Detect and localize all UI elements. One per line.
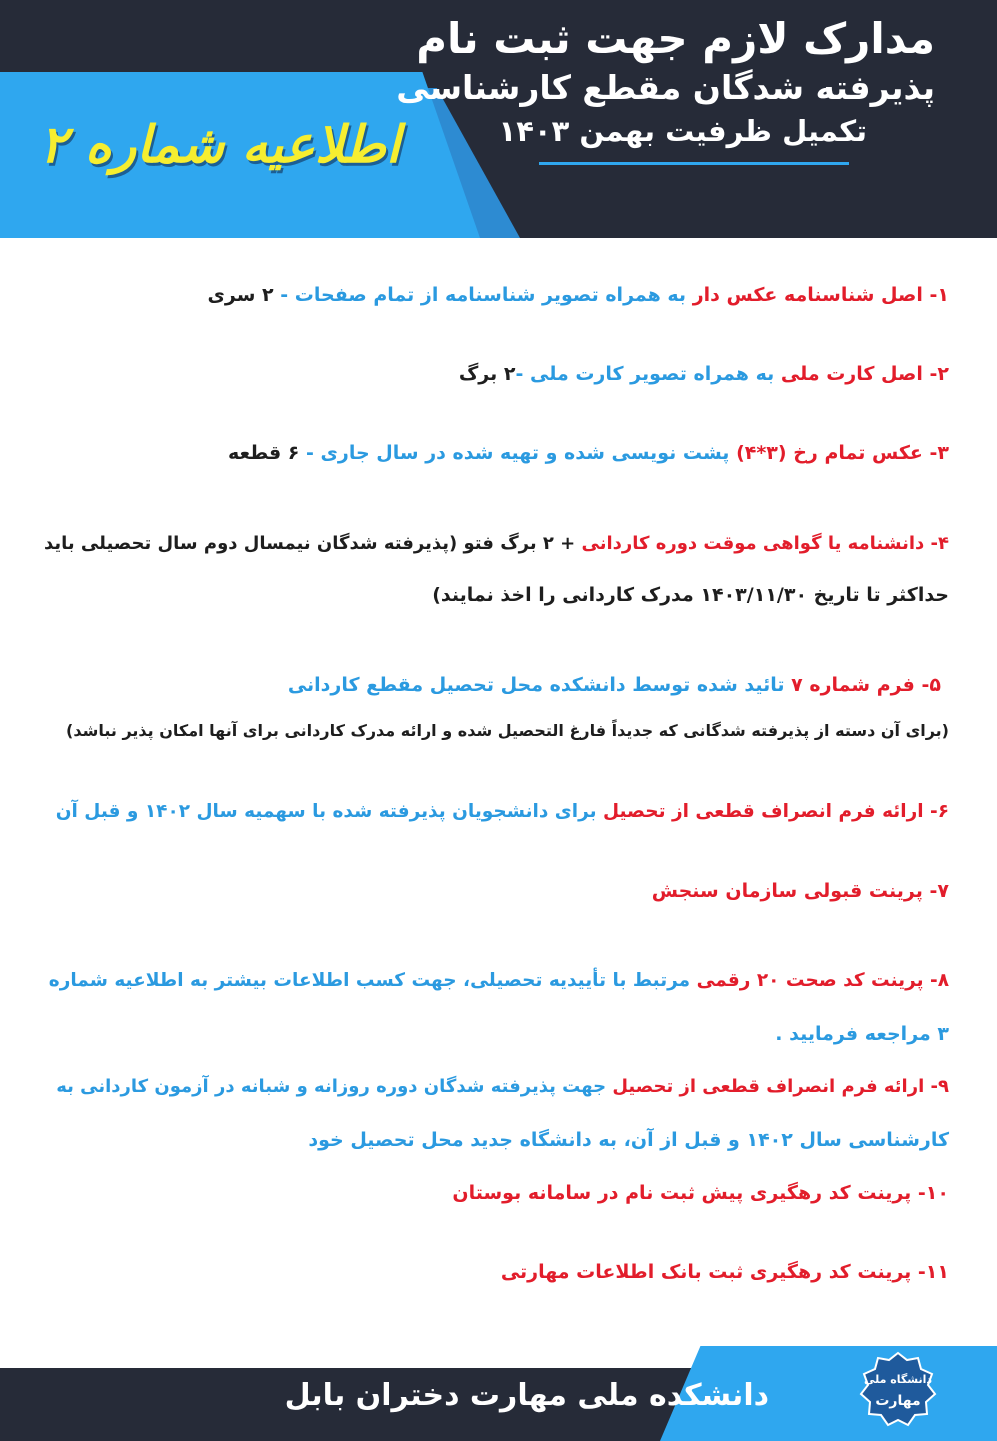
- item-8-detail-cont: ۳ مراجعه فرمایید .: [775, 1023, 949, 1045]
- item-3-main: ۳- عکس تمام رخ (۳*۴): [736, 442, 949, 464]
- item-5-detail: تائید شده توسط دانشکده محل تحصیل مقطع کاردانی: [287, 674, 792, 696]
- page-subtitle: پذیرفته شدگان مقطع کارشناسی: [396, 68, 935, 107]
- list-item-3: [228, 441, 949, 466]
- item-9-detail-cont: کارشناسی سال ۱۴۰۲ و قبل از آن، به دانشگاه جدید محل تحصیل خود: [308, 1129, 949, 1151]
- item-3-detail: پشت نویسی شده و تهیه شده در سال جاری -: [299, 442, 737, 464]
- item-2-main: ۲- اصل کارت ملی: [780, 363, 949, 385]
- item-7-main: ۷- پرینت قبولی سازمان سنجش: [651, 880, 949, 902]
- list-item-8: [49, 969, 949, 993]
- item-8-detail: مرتبط با تأییدیه تحصیلی، جهت کسب اطلاعات بیشتر به اطلاعیه شماره: [48, 970, 697, 991]
- item-6-main: ۶- ارائه فرم انصراف قطعی از تحصیل: [602, 801, 949, 822]
- item-5-main: ۵- فرم شماره ۷: [791, 674, 941, 696]
- list-item-8-cont: [775, 1022, 949, 1047]
- page-subtitle-date: تکمیل ظرفیت بهمن ۱۴۰۳: [498, 114, 867, 148]
- list-item-6: [56, 800, 949, 824]
- item-2-count: ۲ برگ: [458, 363, 516, 385]
- list-item-4: [44, 532, 949, 555]
- item-1-main: ۱- اصل شناسنامه عکس دار: [692, 284, 949, 306]
- list-item-5-note: [66, 721, 949, 742]
- item-3-count: ۶ قطعه: [227, 442, 300, 464]
- logo-text-top: دانشگاه ملی: [863, 1373, 933, 1386]
- list-item-1: [208, 283, 950, 308]
- item-10-main: ۱۰- پرینت کد رهگیری پیش ثبت نام در سامانه بوستان: [452, 1182, 949, 1204]
- page-title: مدارک لازم جهت ثبت نام: [416, 14, 935, 63]
- list-item-7: [652, 879, 949, 904]
- university-logo-icon: [858, 1350, 938, 1430]
- logo-text-bottom: مهارت: [875, 1393, 921, 1409]
- item-9-detail: جهت پذیرفته شدگان دوره روزانه و شبانه در آزمون کاردانی به: [56, 1076, 613, 1097]
- footer-org-name: دانشکده ملی مهارت دختران بابل: [284, 1378, 769, 1413]
- list-item-4-cont: [432, 583, 949, 608]
- list-item-9: [56, 1075, 949, 1098]
- item-5-note: (برای آن دسته از پذیرفته شدگانی که جدیداً فارغ التحصیل شده و ارائه مدرک کاردانی برای آنها امکان پذیر نباشد): [66, 721, 949, 740]
- item-1-detail: به همراه تصویر شناسنامه از تمام صفحات -: [273, 284, 693, 306]
- title-underline: [539, 162, 849, 165]
- list-item-5: [288, 673, 941, 698]
- item-6-detail: برای دانشجویان پذیرفته شده با سهمیه سال ۱۴۰۲ و قبل آن: [55, 801, 603, 822]
- item-4-detail: + ۲ برگ فتو (پذیرفته شدگان نیمسال دوم سال تحصیلی باید: [43, 533, 582, 554]
- item-11-main: ۱۱- پرینت کد رهگیری ثبت بانک اطلاعات مهارتی: [500, 1261, 949, 1283]
- item-1-count: ۲ سری: [207, 284, 274, 306]
- notice-label: اطلاعیه شماره ۲: [39, 115, 401, 175]
- list-item-9-cont: [308, 1128, 949, 1153]
- item-9-main: ۹- ارائه فرم انصراف قطعی از تحصیل: [612, 1076, 949, 1097]
- item-8-main: ۸- پرینت کد صحت ۲۰ رقمی: [696, 970, 949, 991]
- list-item-10: [452, 1181, 949, 1206]
- list-item-2: [459, 362, 949, 387]
- item-2-detail: به همراه تصویر کارت ملی -: [515, 363, 781, 385]
- list-item-11: [501, 1260, 949, 1285]
- item-4-deadline: حداکثر تا تاریخ ۱۴۰۳/۱۱/۳۰ مدرک کاردانی را اخذ نمایند): [432, 584, 949, 606]
- item-4-main: ۴- دانشنامه یا گواهی موقت دوره کاردانی: [581, 533, 949, 554]
